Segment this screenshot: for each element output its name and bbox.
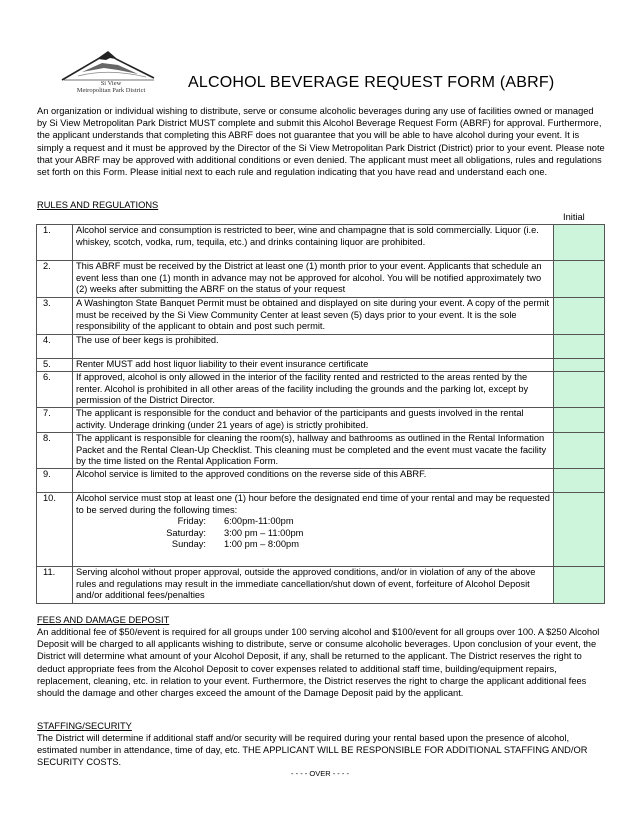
rule-text: Alcohol service must stop at least one (1) hour before the designated end time of your rental and may be requested to be served during the following times:: [76, 493, 550, 515]
initial-field[interactable]: [554, 359, 605, 372]
rule-text: Alcohol service and consumption is restricted to beer, wine and champagne that is sold commercially. Liquor (i.e. whiskey, scotch, vodka, rum, tequila, etc.) and drinks containing liquor are prohibited.: [73, 225, 554, 261]
rule-row: [37, 469, 605, 493]
rule-row: [37, 225, 605, 261]
initial-column-label: Initial: [563, 212, 585, 222]
schedule-time: 6:00pm-11:00pm: [224, 516, 294, 527]
rule-row: [37, 359, 605, 372]
rule-number: 9.: [37, 469, 73, 493]
form-title: ALCOHOL BEVERAGE REQUEST FORM (ABRF): [188, 74, 555, 91]
rule-text: The applicant is responsible for cleaning the room(s), hallway and bathrooms as outlined in the Rental Information Packet and the Rental Clean-Up Checklist. This cleaning must be completed and the event must vacate the facility by the time listed on the Rental Application Form.: [73, 433, 554, 469]
service-schedule: [136, 516, 550, 551]
rule-row: [37, 372, 605, 408]
rule-text: The use of beer kegs is prohibited.: [73, 335, 554, 359]
rule-row: [37, 408, 605, 433]
rule-number: 4.: [37, 335, 73, 359]
rule-row: [37, 567, 605, 604]
initial-field[interactable]: [554, 225, 605, 261]
logo-text: [62, 80, 160, 94]
initial-field[interactable]: [554, 408, 605, 433]
rule-row: [37, 433, 605, 469]
rule-number: 5.: [37, 359, 73, 372]
rule-row: [37, 335, 605, 359]
rule-row: [37, 261, 605, 298]
rule-number: 11.: [37, 567, 73, 604]
schedule-day: Saturday:: [166, 527, 206, 538]
staffing-paragraph: The District will determine if additional staff and/or security will be required during your rental based upon the presence of alcohol, estimated number in attendance, time of day, etc. THE APPLICANT WILL BE RESPONSIBLE FOR ADDITIONAL STAFFING AND/OR SECURITY COSTS.: [37, 733, 588, 768]
rule-text: Alcohol service is limited to the approved conditions on the reverse side of this ABRF.: [73, 469, 554, 493]
rule-text: If approved, alcohol is only allowed in the interior of the facility rented and restricted to the areas rented by the renter. Alcohol is prohibited in all other areas of the facility including the grounds and the parking lot, except by permission of the District Director.: [73, 372, 554, 408]
logo-line2: Metropolitan Park District: [76, 87, 146, 94]
rule-row: [37, 298, 605, 335]
rule-row: [37, 493, 605, 567]
si-view-logo: [58, 50, 160, 102]
rule-text-cell: [73, 493, 554, 567]
rule-text: This ABRF must be received by the District at least one (1) month prior to your event. Applicants that schedule an event less than one (1) month in advance may not be approved for alcohol. You will be notified approximately two (2) weeks after submitting the ABRF on the status of your request: [73, 261, 554, 298]
schedule-day: Sunday:: [171, 539, 206, 550]
rule-text: The applicant is responsible for the conduct and behavior of the participants and guests involved in the rental activity. Underage drinking (under 21 years of age) is strictly prohibited.: [73, 408, 554, 433]
logo-line1: Si View: [100, 80, 122, 87]
rule-number: 2.: [37, 261, 73, 298]
mountain-logo-icon: [58, 50, 160, 82]
rule-number: 7.: [37, 408, 73, 433]
rule-number: 8.: [37, 433, 73, 469]
initial-field[interactable]: [554, 433, 605, 469]
page-over-note: - - - - OVER - - - -: [291, 769, 349, 778]
fees-heading: FEES AND DAMAGE DEPOSIT: [37, 615, 170, 625]
schedule-time: 1:00 pm – 8:00pm: [224, 539, 299, 550]
initial-field[interactable]: [554, 261, 605, 298]
rule-number: 3.: [37, 298, 73, 335]
rule-text: A Washington State Banquet Permit must be obtained and displayed on site during your event. A copy of the permit must be received by the Si View Community Center at least seven (5) days prior to your event. It is the sole responsibility of the applicant to obtain and post such permit.: [73, 298, 554, 335]
initial-field[interactable]: [554, 372, 605, 408]
rule-number: 1.: [37, 225, 73, 261]
schedule-time: 3:00 pm – 11:00pm: [224, 527, 304, 538]
initial-field[interactable]: [554, 335, 605, 359]
staffing-heading: STAFFING/SECURITY: [37, 721, 132, 731]
rules-heading: RULES AND REGULATIONS: [37, 200, 159, 210]
rules-table: [36, 224, 605, 604]
initial-field[interactable]: [554, 567, 605, 604]
initial-field[interactable]: [554, 469, 605, 493]
fees-paragraph: An additional fee of $50/event is required for all groups under 100 serving alcohol and $100/event for all groups over 100. A $250 Alcohol Deposit will be charged to all applicants wishing to distribute, serve or consume alcoholic beverages. Upon conclusion of your event, the District will determine what amount of your Alcohol Deposit, if any, shall be returned to the applicant. The District reserves the right to deduct appropriate fees from the Alcohol Deposit to cover expenses related to additional staff time, building/equipment repairs, replacement, cleaning, etc. in relation to your event. Furthermore, the District reserves the right to charge the applicant additional fees should the damage and other charges exceed the amount of the Damage Deposit paid by the applicant.: [37, 627, 600, 699]
rule-text: Serving alcohol without proper approval, outside the approved conditions, and/or in violation of any of the above rules and regulations may result in the immediate cancellation/shut down of event, forfeiture of Alcohol Deposit and/or additional fees/penalties: [73, 567, 554, 604]
intro-paragraph: An organization or individual wishing to distribute, serve or consume alcoholic beverages during any use of facilities owned or managed by Si View Metropolitan Park District MUST complete and submit this Alcohol Beverage Request Form (ABRF) for approval. Furthermore, the applicant understands that completing this ABRF does not guarantee that you will be able to have alcohol during your event. It is simply a request and it must be approved by the Director of the Si View Metropolitan Park District (District) prior to your event. Please note that your ABRF may be approved with additional conditions or even denied. The applicant must meet all obligations, rules and regulations set forth on this Form. Please initial next to each rule and regulation indicating that you have read and understand each one.: [37, 106, 605, 178]
rule-number: 10.: [37, 493, 73, 567]
rule-text: Renter MUST add host liquor liability to their event insurance certificate: [73, 359, 554, 372]
initial-field[interactable]: [554, 298, 605, 335]
initial-field[interactable]: [554, 493, 605, 567]
rule-number: 6.: [37, 372, 73, 408]
schedule-day: Friday:: [177, 516, 206, 527]
